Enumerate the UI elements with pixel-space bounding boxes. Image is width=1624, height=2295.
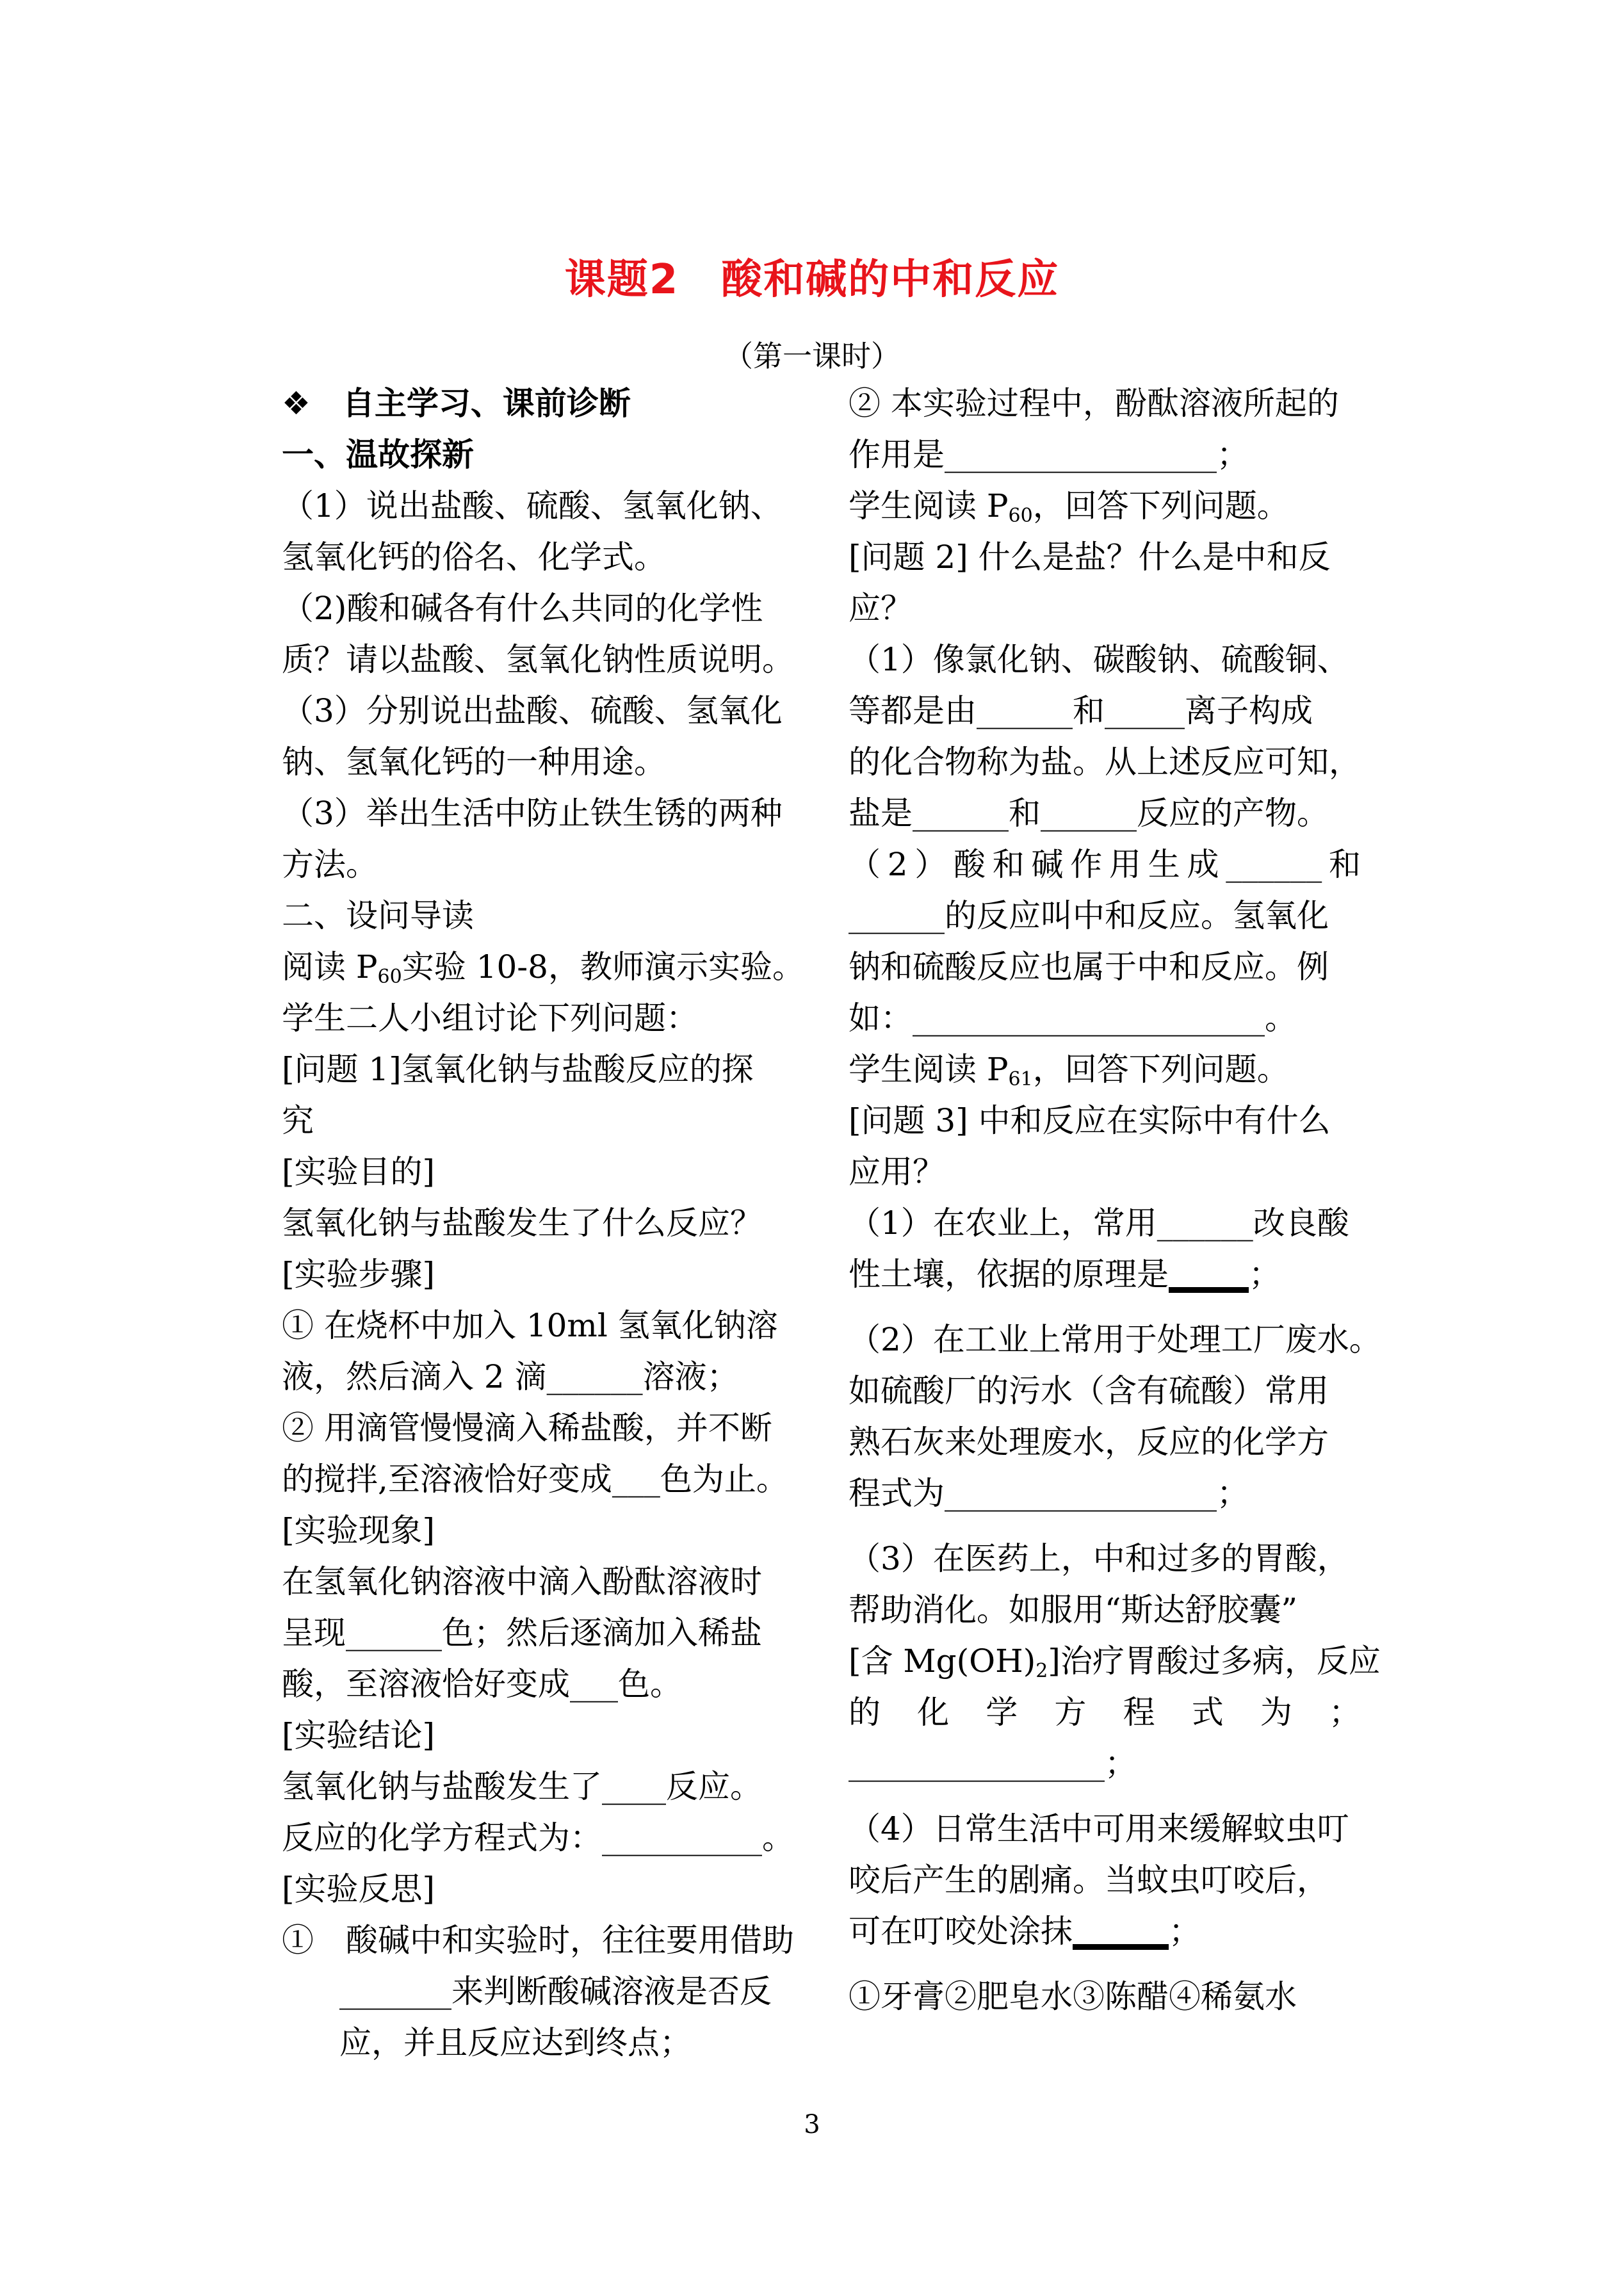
text-line: 咬后产生的剧痛。当蚊虫叮咬后， [849,1861,1329,1899]
right-column [849,378,1381,2022]
text-line: 酸，至溶液恰好变成___色。 [282,1666,682,1703]
text-line: （3）在医药上，中和过多的胃酸， [849,1540,1349,1577]
text-line: 作用是_________________； [849,436,1249,473]
text-line: 反应的化学方程式为：__________。 [282,1819,794,1856]
text-line: 在氢氧化钠溶液中滴入酚酞溶液时 [282,1563,762,1600]
text-line: _______来判断酸碱溶液是否反 [339,1973,772,2010]
text-line: 学生阅读 $P_{61}$，回答下列问题。 [849,1051,1289,1091]
text-line: 钠、氢氧化钙的一种用途。 [282,743,666,781]
text-line: [含 $Mg(OH)_2$]治疗胃酸过多病，反应 [849,1642,1381,1682]
text-line: 等都是由______和_____离子构成 [849,692,1313,729]
text-line: ① 酸碱中和实验时，往往要用借助 [282,1922,794,1959]
text-line: 如：______________________。 [849,1000,1297,1037]
text-line: ① 在烧杯中加入 10ml 氢氧化钠溶 [282,1307,778,1344]
text-line: 应，并且反应达到终点； [339,2024,692,2061]
text-line: [实验反思] [282,1870,435,1908]
text-line: 究 [282,1102,314,1139]
text-line: 氢氧化钙的俗名、化学式。 [282,539,666,576]
text-line: 应用？ [849,1153,945,1190]
text-line: ② 用滴管慢慢滴入稀盐酸，并不断 [282,1409,772,1447]
text-line: 呈现______色；然后逐滴加入稀盐 [282,1614,762,1651]
text-line: 学生二人小组讨论下列问题： [282,1000,698,1037]
text-line: （2）酸和碱作用生成______和 [849,846,1361,883]
text-line: 盐是______和______反应的产物。 [849,795,1329,832]
text-line: 性土壤，依据的原理是_____； [849,1256,1281,1293]
text-line: 质？请以盐酸、氢氧化钠性质说明。 [282,641,794,678]
section-heading: ❖ 自主学习、课前诊断 [282,385,631,422]
left-column [282,378,804,2068]
text-line: [问题 3] 中和反应在实际中有什么 [849,1102,1331,1139]
subsection-heading: 一、温故探新 [282,436,474,473]
text-line: 的化合物称为盐。从上述反应可知， [849,743,1361,781]
page-title: 课题2 酸和碱的中和反应 [564,256,1060,304]
text-line: 阅读 $P_{60}$实验 10-8，教师演示实验。 [282,948,804,988]
text-line: 程式为_________________； [849,1475,1249,1512]
text-line: 应？ [849,590,913,627]
text-line: ________________； [849,1745,1137,1782]
text-line: 学生阅读 $P_{60}$，回答下列问题。 [849,487,1289,527]
page-number: 3 [804,2110,820,2139]
text-line: （3）举出生活中防止铁生锈的两种 [282,795,783,832]
text-line: ② 本实验过程中，酚酞溶液所起的 [849,385,1339,422]
subsection-heading: 二、设问导读 [282,897,474,934]
text-line: （1）在农业上，常用______改良酸 [849,1204,1349,1242]
text-line: 氢氧化钠与盐酸发生了什么反应？ [282,1204,762,1242]
text-line: ______的反应叫中和反应。氢氧化 [849,897,1329,934]
text-line: （1）说出盐酸、硫酸、氢氧化钠、 [282,487,783,524]
text-line: 的化学方程式为； [849,1694,1361,1731]
text-line: [实验结论] [282,1717,435,1754]
text-line: （1）像氯化钠、碳酸钠、硫酸铜、 [849,641,1349,678]
page-subtitle: （第一课时） [724,339,900,373]
text-line: [实验目的] [282,1153,435,1190]
text-line: [问题 2] 什么是盐？什么是中和反 [849,539,1331,576]
text-line: 可在叮咬处涂抹______； [849,1913,1201,1950]
text-line: 方法。 [282,846,378,883]
text-line: [实验步骤] [282,1256,435,1293]
text-line: （3）分别说出盐酸、硫酸、氢氧化 [282,692,783,729]
text-line: 帮助消化。如服用“斯达舒胶囊” [849,1591,1298,1628]
text-line: 液，然后滴入 2 滴______溶液； [282,1358,739,1395]
text-line: （4）日常生活中可用来缓解蚊虫叮 [849,1810,1349,1847]
text-line: （2）在工业上常用于处理工厂废水。 [849,1321,1381,1358]
text-line: ①牙膏②肥皂水③陈醋④稀氨水 [849,1978,1297,2015]
text-line: （2)酸和碱各有什么共同的化学性 [282,590,763,627]
text-line: 氢氧化钠与盐酸发生了____反应。 [282,1768,762,1805]
text-line: [实验现象] [282,1512,435,1549]
text-line: 钠和硫酸反应也属于中和反应。例 [849,948,1329,985]
text-line: 的搅拌,至溶液恰好变成___色为止。 [282,1461,788,1498]
text-line: 熟石灰来处理废水，反应的化学方 [849,1423,1329,1461]
text-line: 如硫酸厂的污水（含有硫酸）常用 [849,1372,1329,1409]
text-line: [问题 1]氢氧化钠与盐酸反应的探 [282,1051,754,1088]
